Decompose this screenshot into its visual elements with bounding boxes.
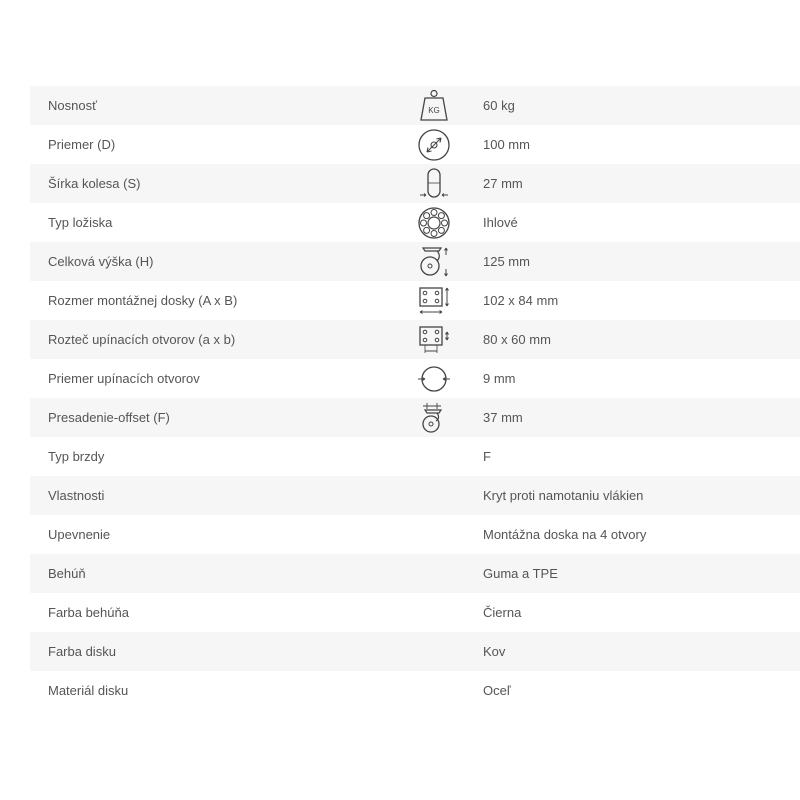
spec-label: Priemer upínacích otvorov (48, 371, 200, 386)
hole-diameter-icon (416, 361, 451, 397)
spec-value: 80 x 60 mm (483, 332, 551, 347)
spec-value: Montážna doska na 4 otvory (483, 527, 647, 542)
spec-label: Typ brzdy (48, 449, 105, 464)
spec-row (30, 632, 800, 671)
total-height-icon (416, 244, 451, 280)
spec-label: Presadenie-offset (F) (48, 410, 170, 425)
diameter-icon (416, 127, 451, 163)
spec-value: Ihlové (483, 215, 518, 230)
spec-row (30, 125, 800, 164)
spec-label: Farba behúňa (48, 605, 129, 620)
spec-value: 102 x 84 mm (483, 293, 559, 308)
spec-label: Upevnenie (48, 527, 111, 542)
spec-value: 27 mm (483, 176, 523, 191)
spec-row (30, 242, 800, 281)
hole-spacing-icon (416, 322, 451, 358)
spec-label: Materiál disku (48, 683, 129, 698)
spec-label: Behúň (48, 566, 86, 581)
spec-label: Rozmer montážnej dosky (A x B) (48, 293, 238, 308)
spec-row (30, 398, 800, 437)
spec-row (30, 554, 800, 593)
spec-value: 100 mm (483, 137, 530, 152)
spec-row (30, 281, 800, 320)
spec-label: Celková výška (H) (48, 254, 154, 269)
plate-size-icon (416, 283, 451, 319)
spec-table (30, 86, 800, 710)
spec-row (30, 86, 800, 125)
spec-value: 9 mm (483, 371, 516, 386)
weight-kg-icon (416, 88, 451, 124)
spec-label: Priemer (D) (48, 137, 116, 152)
spec-label: Rozteč upínacích otvorov (a x b) (48, 332, 236, 347)
spec-label: Šírka kolesa (S) (48, 176, 141, 191)
spec-value: 37 mm (483, 410, 523, 425)
spec-row (30, 320, 800, 359)
offset-icon (416, 400, 451, 436)
bearing-icon (416, 205, 451, 241)
spec-value: Kryt proti namotaniu vlákien (483, 488, 644, 503)
wheel-width-icon (416, 166, 451, 202)
spec-label: Farba disku (48, 644, 116, 659)
spec-row (30, 437, 800, 476)
spec-label: Typ ložiska (48, 215, 113, 230)
spec-value: Kov (483, 644, 506, 659)
spec-label: Vlastnosti (48, 488, 105, 503)
spec-value: F (483, 449, 491, 464)
spec-value: Oceľ (483, 683, 511, 698)
spec-row (30, 203, 800, 242)
svg-text:KG: KG (427, 105, 440, 115)
spec-value: 125 mm (483, 254, 530, 269)
spec-label: Nosnosť (48, 98, 97, 113)
spec-row (30, 359, 800, 398)
spec-row (30, 671, 800, 710)
spec-row (30, 476, 800, 515)
spec-row (30, 593, 800, 632)
spec-row (30, 515, 800, 554)
spec-value: 60 kg (483, 98, 515, 113)
spec-value: Guma a TPE (483, 566, 558, 581)
spec-row (30, 164, 800, 203)
spec-value: Čierna (483, 605, 522, 620)
